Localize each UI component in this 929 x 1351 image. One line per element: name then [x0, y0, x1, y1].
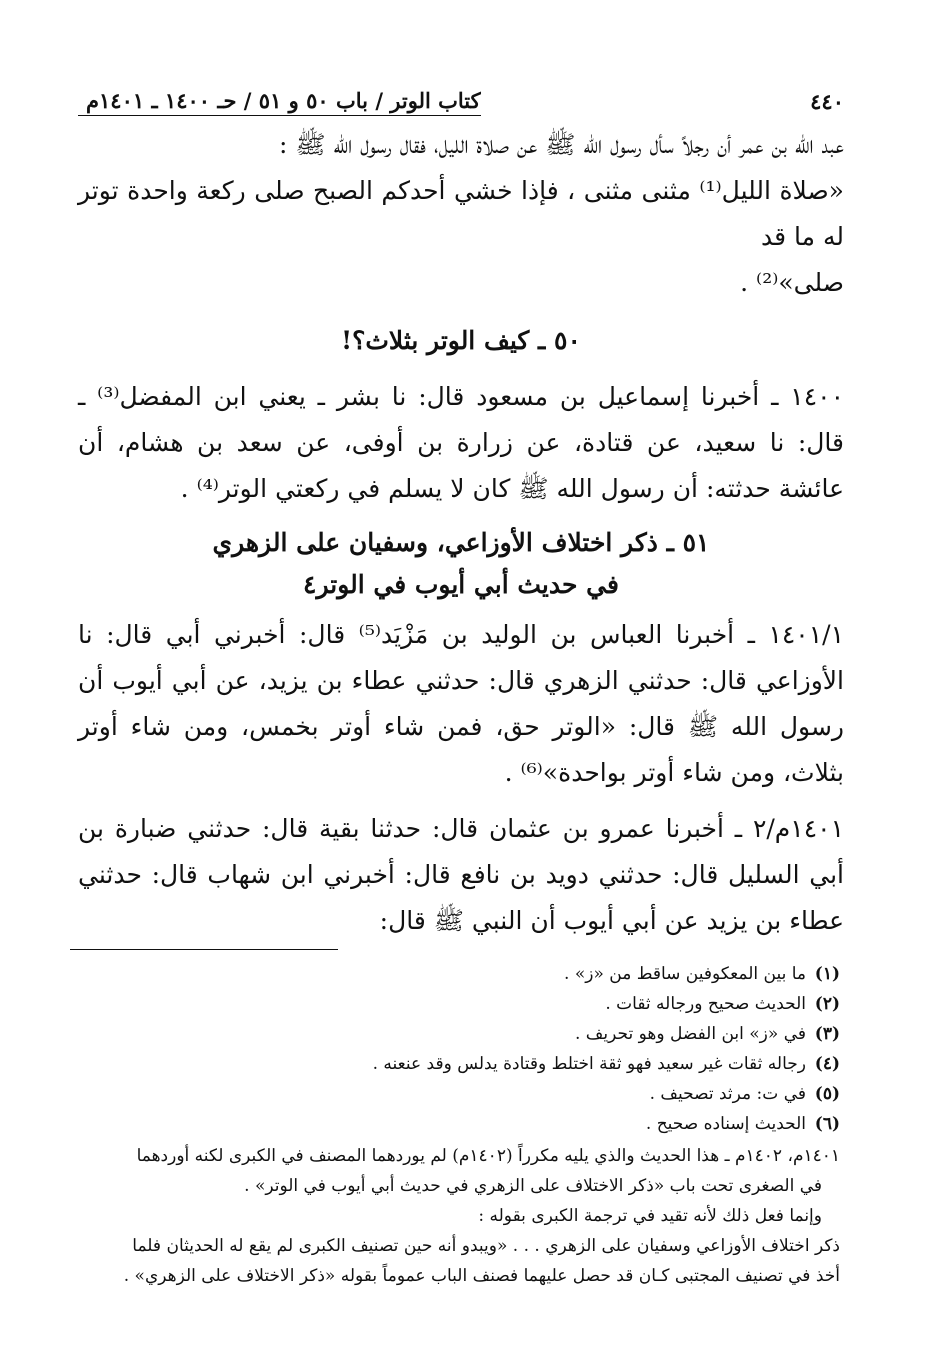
footnote-marker: (٦) [814, 1114, 840, 1134]
footnote-1 [78, 959, 844, 989]
running-title: كتاب الوتر / باب ٥٠ و ٥١ / حـ ١٤٠٠ ـ ١٤٠١م [78, 87, 481, 116]
editor-note-line-2: في الصغرى تحت باب «ذكر الاختلاف على الزهري في حديث أبي أيوب في الوتر» . [244, 1176, 822, 1196]
footnote-5 [78, 1079, 844, 1109]
footnote-text: رجاله ثقات غير سعيد فهو ثقة اختلط وقتادة يدلس وقد عنعنه . [372, 1054, 806, 1074]
footnotes [78, 959, 844, 1291]
footnote-marker: (١) [814, 964, 840, 984]
footnote-3 [78, 1019, 844, 1049]
footnote-text: الحديث صحيح ورجاله ثقات . [605, 994, 806, 1014]
footnote-marker: (٢) [814, 994, 840, 1014]
chapter-heading-50: ٥٠ ـ كيف الوتر بثلاث؟! [341, 326, 581, 355]
footnote-text: في ت: مرثد تصحيف . [649, 1084, 806, 1104]
page-body [78, 86, 844, 944]
page-number: ٤٤٠ [810, 89, 844, 114]
footnote-marker: (٣) [814, 1024, 840, 1044]
chapter-heading-51-line-1: ٥١ ـ ذكر اختلاف الأوزاعي، وسفيان على الزهري [212, 528, 710, 557]
intro-line-1: عبد الله بن عمر أن رجلاً سأل رسول الله ﷺ عن صلاة الليل، فقال رسول الله ﷺ : [278, 130, 844, 159]
footnote-text: الحديث إسناده صحيح . [645, 1114, 806, 1134]
footnote-text: ما بين المعكوفين ساقط من «ز» . [564, 964, 806, 984]
chapter-heading-51 [78, 522, 844, 606]
hadith-1400: ١٤٠٠ ـ أخبرنا إسماعيل بن مسعود قال: نا بشر ـ يعني ابن المفضل⁽³⁾ ـ قال: نا سعيد، عن قتادة، عن زرارة بن أوفى، عن سعد بن هشام، أن عائشة حدثته: أن رسول الله ﷺ كان لا يسلم في ركعتي الوتر⁽⁴⁾ . [78, 382, 844, 503]
chapter-heading-51-line-2: في حديث أبي أيوب في الوتر٤ [303, 570, 619, 599]
running-header [78, 86, 844, 116]
hadith-1401-2: ١٤٠١م/٢ ـ أخبرنا عمرو بن عثمان قال: حدثنا بقية قال: حدثني ضبارة بن أبي السليل قال: حدثني دويد بن نافع قال: أخبرني ابن شهاب قال: حدثني عطاء بن يزيد عن أبي أيوب أن النبي ﷺ قال: [78, 814, 844, 935]
editor-note-line-5: أخذ في تصنيف المجتبى كـان قد حصل عليهما فصنف الباب عموماً بقوله «ذكر الاختلاف على الزهري» . [123, 1266, 840, 1286]
editor-note-line-1: ١٤٠١م، ١٤٠٢م ـ هذا الحديث والذي يليه مكرراً (١٤٠٢م) لم يوردهما المصنف في الكبرى لكنه أوردهما [136, 1146, 840, 1166]
editor-note-line-3: وإنما فعل ذلك لأنه تقيد في ترجمة الكبرى بقوله : [478, 1206, 822, 1226]
intro-line-3: صلى»⁽²⁾ . [740, 268, 844, 297]
intro-line-2: «صلاة الليل⁽¹⁾ مثنى مثنى ، فإذا خشي أحدكم الصبح صلى ركعة واحدة توتر له ما قد [78, 176, 844, 251]
footnote-text: في «ز» ابن الفضل وهو تحريف . [574, 1024, 806, 1044]
footnote-separator [70, 949, 338, 950]
hadith-1401-1: ١٤٠١/١ ـ أخبرنا العباس بن الوليد بن مَزْيَد⁽⁵⁾ قال: أخبرني أبي قال: نا الأوزاعي قال: حدثني الزهري قال: حدثني عطاء بن يزيد، عن أبي أيوب أن رسول الله ﷺ قال: «الوتر حق، فمن شاء أوتر بخمس، ومن شاء أوتر بثلاث، ومن شاء أوتر بواحدة»⁽⁶⁾ . [78, 620, 844, 787]
footnote-4 [78, 1049, 844, 1079]
intro-paragraph [78, 122, 844, 306]
footnote-marker: (٥) [814, 1084, 840, 1104]
footnote-6 [78, 1109, 844, 1139]
editor-note-line-4: ذكر اختلاف الأوزاعي وسفيان على الزهري . . . «ويبدو أنه حين تصنيف الكبرى لم يقع له الحديثان فلما [132, 1236, 840, 1256]
footnote-2 [78, 989, 844, 1019]
footnote-marker: (٤) [814, 1054, 840, 1074]
